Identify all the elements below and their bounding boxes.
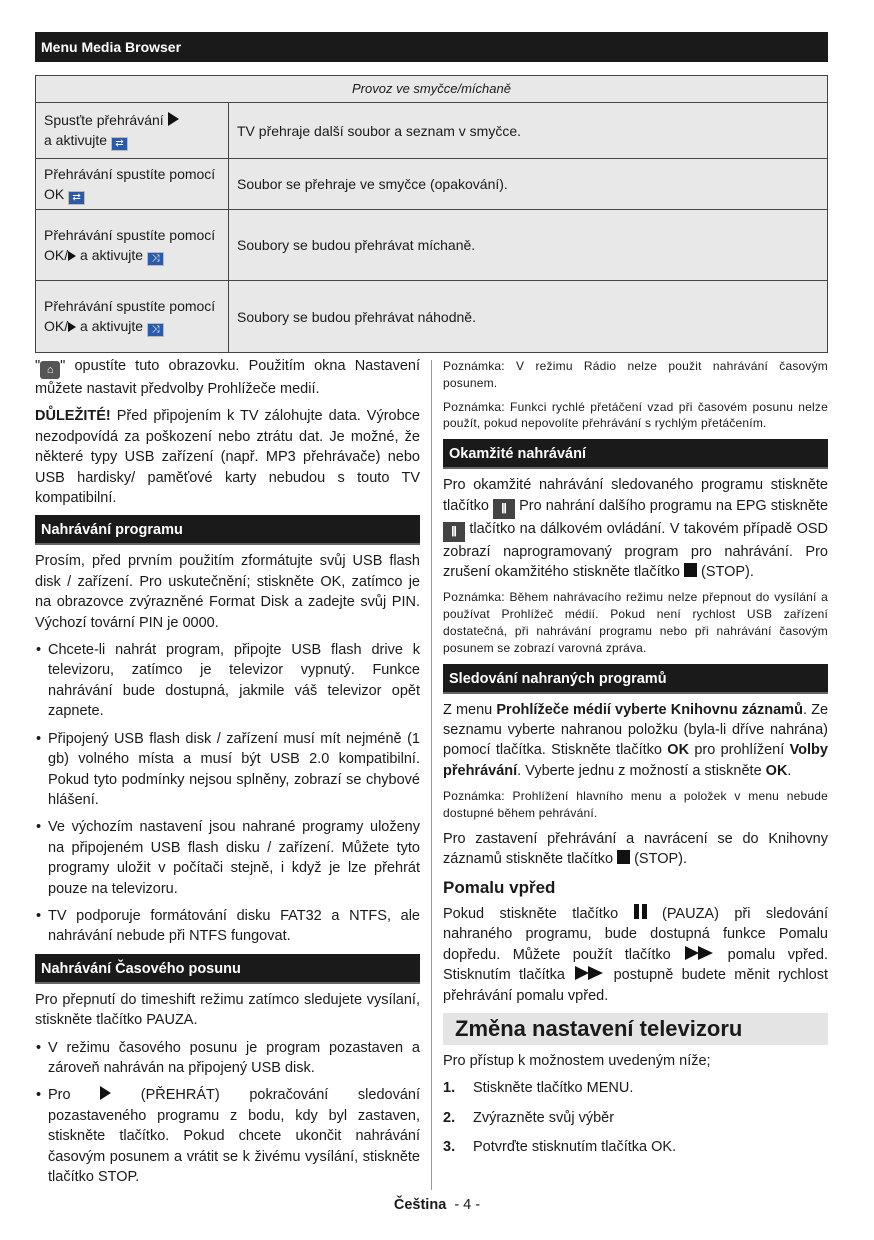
text: Pro nahrání dalšího programu na EPG stiskněte bbox=[515, 497, 829, 514]
left-column bbox=[35, 356, 420, 1194]
loop-shuffle-table bbox=[35, 75, 828, 353]
text: OK bbox=[765, 762, 788, 779]
steps-list bbox=[443, 1078, 828, 1157]
list-item: • Chcete-li nahrát program, připojte USB flash drive k televizoru, zatímco je televizor vypnutý. Funkce nahrávání bude dostupná, jakmile váš televizor opět zapnete. bbox=[35, 640, 420, 722]
table-row bbox=[36, 281, 828, 353]
text: OK bbox=[667, 742, 690, 759]
fast-forward-icon bbox=[683, 945, 715, 961]
shuffle-icon: ⤨ bbox=[147, 323, 164, 337]
note: Poznámka: V režimu Rádio nelze použit nahrávání časovým posunem. bbox=[443, 359, 828, 390]
section-header: Sledování nahraných programů bbox=[443, 664, 828, 694]
cell-text: Spusťte přehrávání bbox=[44, 112, 168, 128]
section-header-media-browser: Menu Media Browser bbox=[35, 32, 828, 62]
paragraph: Pro přístup k možnostem uvedeným níže; bbox=[443, 1053, 711, 1070]
note: Poznámka: Prohlížení hlavního menu a položek v menu nebude dostupné během pehrávání. bbox=[443, 789, 828, 821]
note: Poznámka: Funkci rychlé přetáčení vzad při časovém posunu nelze použít, pokud nepovolíte přehrávání s rychlým přetáčením. bbox=[443, 399, 828, 431]
record-icon: ⫼ bbox=[443, 522, 465, 542]
cell-text: Přehrávání spustíte pomocí OK/ bbox=[44, 226, 216, 263]
text: " bbox=[35, 358, 41, 374]
text: (PAUZA) při sledování nahraného programu, bude dostupná funkce Pomalu dopředu. Můžete použít tlačítko bbox=[443, 906, 828, 963]
paragraph bbox=[443, 475, 828, 582]
bullet-list bbox=[35, 1038, 420, 1188]
section-header: Nahrávání programu bbox=[35, 515, 420, 545]
stop-icon bbox=[684, 563, 697, 577]
text: Stiskněte tlačítko MENU. bbox=[473, 1080, 634, 1097]
repeat-icon: ⇄ bbox=[68, 191, 85, 205]
text: Potvrďte stisknutím tlačítka OK. bbox=[473, 1139, 677, 1156]
text: (STOP). bbox=[696, 564, 754, 580]
language-label: Čeština bbox=[393, 1197, 447, 1213]
table-row bbox=[36, 103, 828, 159]
text: pro prohlížení bbox=[689, 742, 790, 759]
paragraph bbox=[443, 904, 828, 1006]
list-item bbox=[35, 1085, 420, 1187]
page-number: - 4 - bbox=[446, 1197, 481, 1213]
cell-text: Přehrávání spustíte pomocí OK bbox=[44, 165, 216, 202]
text: pomalu vpřed. Stisknutím tlačítka bbox=[443, 946, 828, 984]
text: Pokud stiskněte tlačítko bbox=[443, 906, 634, 923]
cell-text: Soubory se budou přehrávat míchaně. bbox=[229, 210, 828, 281]
text: Prohlížeče médií vyberte Knihovnu záznamů bbox=[496, 701, 803, 718]
chapter-heading: Změna nastavení televizoru bbox=[443, 1013, 828, 1045]
play-icon bbox=[68, 322, 76, 332]
step-number: 1. bbox=[443, 1080, 456, 1097]
list-item: • Připojený USB flash disk / zařízení musí mít nejméně (1 gb) volného místa a musí být USB 2.0 kompatibilní. Pokud tyto podmínky nejsou splněny, zobrazí se chybové hlášení. bbox=[35, 729, 420, 811]
list-item: • Ve výchozím nastavení jsou nahrané programy uloženy na připojeném USB flash disku / zařízení. Můžete tyto programy uložit v počítači stejně, i když je lze přehrát pouze na televizoru. bbox=[35, 817, 420, 899]
paragraph bbox=[35, 406, 420, 508]
text: Pro zastavení přehrávání a navrácení se do Knihovny záznamů stiskněte tlačítko bbox=[443, 830, 828, 868]
list-item bbox=[443, 1078, 828, 1098]
text: (PŘEHRÁT) pokračování sledování pozastaveného programu z bodu, kdy byl zastaven, stiskněte tlačítko. Pokud chcete ukončit nahrávání časovým posunem a vrátit se k živému vysílání, stiskněte tlačítko STOP. bbox=[48, 1087, 420, 1185]
cell-text: Soubor se přehraje ve smyčce (opakování). bbox=[229, 159, 828, 210]
column-divider bbox=[431, 360, 432, 1190]
shuffle-icon: ⤨ bbox=[147, 252, 164, 266]
step-number: 2. bbox=[443, 1109, 456, 1126]
page-footer bbox=[0, 1197, 874, 1213]
table-row bbox=[36, 159, 828, 210]
cell-text: Přehrávání spustíte pomocí OK/ bbox=[44, 298, 216, 334]
text: . bbox=[787, 762, 792, 779]
paragraph: Pro přepnutí do timeshift režimu zatímco sledujete vysílaní, stiskněte tlačítko PAUZA. bbox=[35, 991, 420, 1029]
section-header: Okamžité nahrávání bbox=[443, 439, 828, 469]
repeat-icon: ⇄ bbox=[111, 137, 128, 151]
cell-text: TV přehraje další soubor a seznam v smyčce. bbox=[229, 103, 828, 159]
note: Poznámka: Během nahrávacího režimu nelze přepnout do vysílání a používat Prohlížeč médií. Pokud není rychlost USB zařízení dostatečná, při nahrávání programu nebo při nahrávání časovým posunem se zobrazí varovná zpráva. bbox=[443, 590, 828, 655]
stop-icon bbox=[617, 850, 630, 864]
paragraph bbox=[443, 829, 828, 870]
text: Pro okamžité nahrávání sledovaného programu stiskněte tlačítko bbox=[443, 477, 828, 514]
paragraph bbox=[443, 700, 828, 782]
bullet-list bbox=[35, 640, 420, 947]
table-row bbox=[36, 210, 828, 281]
play-icon bbox=[68, 251, 76, 261]
list-item: • TV podporuje formátování disku FAT32 a NTFS, ale nahrávání nebude při NTFS fungovat. bbox=[35, 906, 420, 947]
text: . Ze seznamu vyberte nahranou položku (byla-li dříve nahrána) pomocí tlačítka. Stiskněte tlačítko bbox=[443, 701, 829, 759]
text: postupně budete měnit rychlost přehrávání pomalu vpřed. bbox=[443, 967, 829, 1004]
text: Zvýrazněte svůj výběr bbox=[473, 1109, 615, 1126]
text: Z menu bbox=[443, 701, 497, 718]
paragraph: Prosím, před prvním použitím zformátujte svůj USB flash disk / zařízení. Pro uskutečnění; stiskněte OK, zatímco je na obrazovce zvýrazněné Format Disk a zadejte svůj PIN. Výchozí tovární PIN je 0000. bbox=[35, 553, 420, 631]
paragraph bbox=[35, 356, 420, 399]
list-item bbox=[443, 1108, 828, 1128]
list-item bbox=[443, 1137, 828, 1157]
table-caption: Provoz ve smyčce/míchaně bbox=[36, 76, 828, 103]
text: . Vyberte jednu z možností a stiskněte bbox=[517, 762, 766, 779]
home-icon: ⌂ bbox=[40, 361, 60, 379]
subheading: Pomalu vpřed bbox=[443, 877, 556, 897]
section-header: Nahrávání Časového posunu bbox=[35, 954, 420, 984]
text: (STOP). bbox=[630, 851, 688, 868]
text: " opustíte tuto obrazovku. Použitím okna Nastavení můžete nastavit předvolby Prohlížeče medií. bbox=[35, 358, 420, 397]
play-icon bbox=[168, 112, 179, 126]
text: Před připojením k TV zálohujte data. Výrobce nezodpovídá za poškození nebo ztrátu dat. Je možné, že některé typy USB zařízení (např. MP3 přehrávače) nebo USB hardisky/ paměťové karty nebudou s touto TV kompatibilní. bbox=[35, 408, 420, 507]
list-item: • V režimu časového posunu je program pozastaven a zároveň nahráván na připojený USB disk. bbox=[35, 1038, 420, 1079]
fast-forward-icon bbox=[573, 965, 605, 981]
text: tlačítko na dálkovém ovládání. V takovém případě OSD zobrazí naprogramovaný program pro nahrávání. Pro zrušení okamžitého stiskněte tlačítko bbox=[443, 520, 828, 580]
important-label: DŮLEŽITÉ! bbox=[35, 408, 111, 425]
step-number: 3. bbox=[443, 1139, 456, 1156]
cell-text: Soubory se budou přehrávat náhodně. bbox=[229, 281, 828, 353]
pause-icon bbox=[634, 904, 647, 919]
cell-text: a aktivujte bbox=[44, 132, 111, 148]
play-icon bbox=[100, 1086, 111, 1100]
record-icon: ⫼ bbox=[493, 499, 515, 519]
text: Pro bbox=[48, 1087, 101, 1104]
cell-text: a aktivujte bbox=[76, 318, 147, 334]
right-column bbox=[443, 358, 828, 1167]
cell-text: a aktivujte bbox=[76, 246, 147, 263]
text: Volby přehrávání bbox=[443, 742, 828, 779]
